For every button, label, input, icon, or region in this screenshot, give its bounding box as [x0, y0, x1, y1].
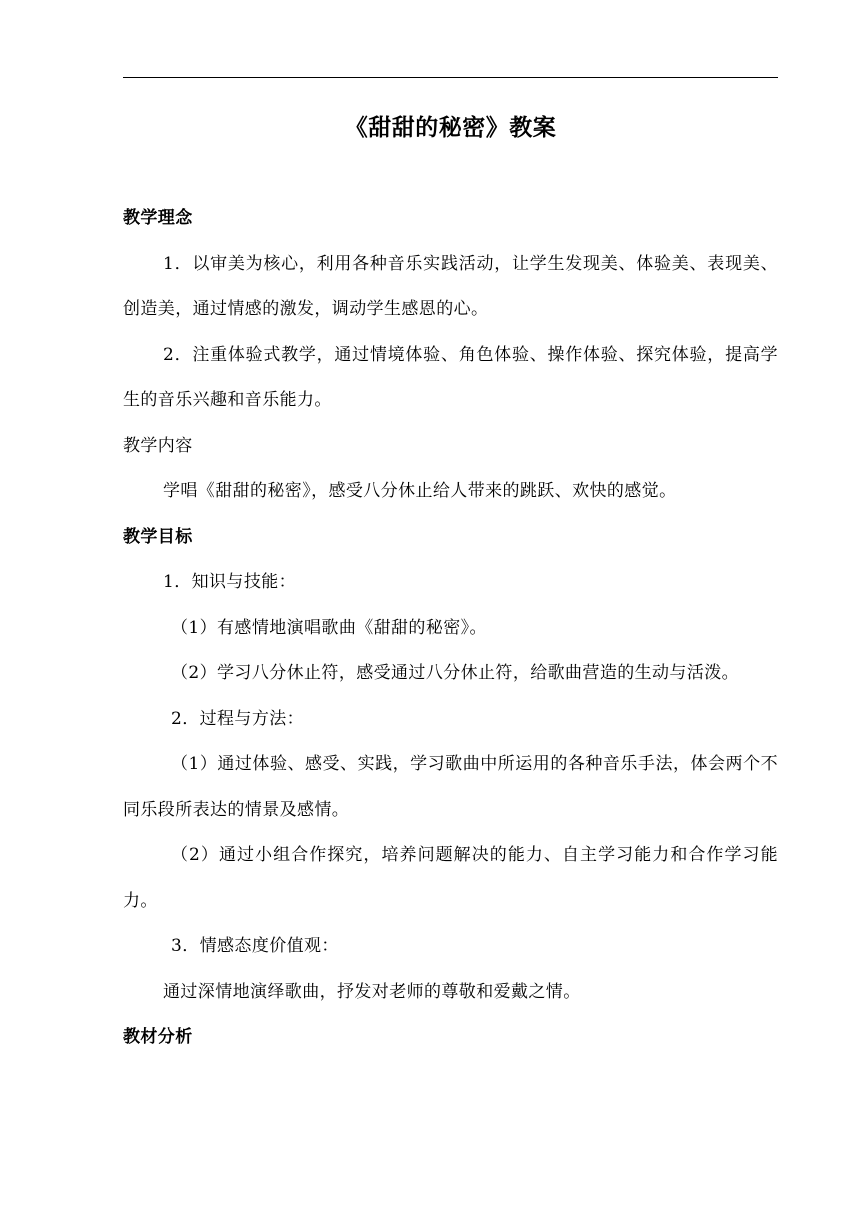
goal-3-item-a: 通过深情地演绎歌曲，抒发对老师的尊敬和爱戴之情。 — [163, 981, 581, 1002]
goal-1-item-a: （1）有感情地演唱歌曲《甜甜的秘密》。 — [171, 617, 487, 638]
section-heading-philosophy: 教学理念 — [123, 208, 193, 228]
section-heading-analysis: 教材分析 — [123, 1027, 193, 1047]
philosophy-paragraph-1: 1．以审美为核心，利用各种音乐实践活动，让学生发现美、体验美、表现美、创造美，通过情感的激发，调动学生感恩的心。 — [123, 253, 778, 319]
philosophy-paragraph-2: 2．注重体验式教学，通过情境体验、角色体验、操作体验、探究体验，提高学生的音乐兴趣和音乐能力。 — [123, 344, 778, 410]
goal-1-title: 1．知识与技能： — [163, 572, 297, 592]
goal-2-item-a: （1）通过体验、感受、实践，学习歌曲中所运用的各种音乐手法，体会两个不同乐段所表达的情景及感情。 — [123, 754, 778, 820]
section-heading-content: 教学内容 — [123, 435, 193, 456]
document-page — [123, 108, 778, 1061]
header-rule — [123, 77, 778, 78]
goal-2-item-b: （2）通过小组合作探究，培养问题解决的能力、自主学习能力和合作学习能力。 — [123, 845, 778, 911]
goal-3-title: 3．情感态度价值观： — [171, 936, 339, 956]
content-paragraph: 学唱《甜甜的秘密》，感受八分休止给人带来的跳跃、欢快的感觉。 — [163, 481, 677, 501]
goal-2-title: 2．过程与方法： — [171, 708, 305, 729]
section-heading-goals: 教学目标 — [123, 526, 193, 547]
document-title: 《甜甜的秘密》教案 — [344, 114, 557, 141]
goal-1-item-b: （2）学习八分休止符，感受通过八分休止符，给歌曲营造的生动与活泼。 — [171, 663, 740, 683]
